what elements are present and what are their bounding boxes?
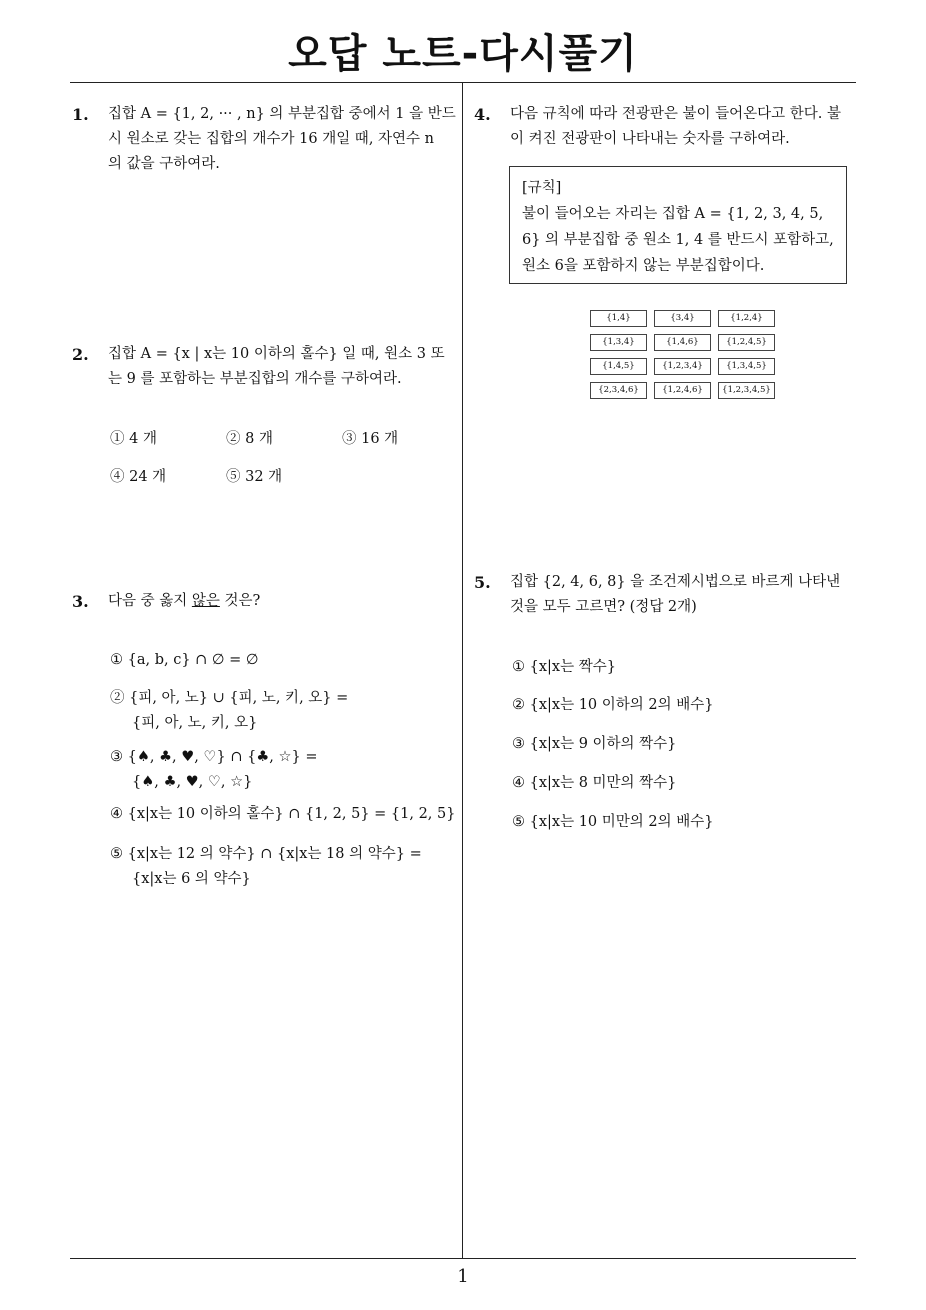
choice-text-continued: {피, 아, 노, 키, 오}: [132, 715, 258, 731]
question-line: 이 켜진 전광판이 나타내는 숫자를 구하여라.: [510, 131, 790, 147]
grid-cell: {1,2,4}: [718, 310, 775, 327]
choice-text-continued: {♠, ♣, ♥, ♡, ☆}: [132, 774, 253, 790]
question-line: 는 9 를 포함하는 부분집합의 개수를 구하여라.: [108, 371, 402, 387]
q3-choice-3[interactable]: [110, 745, 318, 795]
q5-choice-3[interactable]: [512, 732, 676, 757]
choice-text: ① {x|x는 짝수}: [512, 659, 616, 675]
grid-cell: {1,2,4,5}: [718, 334, 775, 351]
choice-text: ④ {x|x는 10 이하의 홀수} ∩ {1, 2, 5} = {1, 2, 5}: [110, 806, 456, 822]
grid-cell: {1,4,5}: [590, 358, 647, 375]
question-line: 시 원소로 갖는 집합의 개수가 16 개일 때, 자연수 n: [108, 131, 435, 147]
option-4[interactable]: ④ 24 개: [110, 469, 167, 485]
choice-text: ⑤ {x|x는 10 미만의 2의 배수}: [512, 814, 714, 830]
column-divider: [462, 83, 463, 1258]
grid-cell: {1,4}: [590, 310, 647, 327]
footer-divider: [70, 1258, 856, 1259]
question-text: [108, 102, 458, 177]
grid-cell: {1,2,3,4,5}: [718, 382, 775, 399]
option-5[interactable]: ⑤ 32 개: [226, 469, 283, 485]
rule-line: 원소 6을 포함하지 않는 부분집합이다.: [522, 258, 765, 274]
underlined-word: 않은: [191, 593, 220, 609]
question-text: [510, 570, 865, 620]
q3-choice-1[interactable]: [110, 648, 259, 673]
choice-text: ① {a, b, c} ∩ ∅ = ∅: [110, 652, 259, 668]
grid-cell: {1,3,4}: [590, 334, 647, 351]
question-number: 5.: [474, 573, 491, 592]
choice-text: ③ {♠, ♣, ♥, ♡} ∩ {♣, ☆} =: [110, 749, 318, 765]
q5-choice-1[interactable]: [512, 655, 616, 680]
grid-cell: {1,2,4,6}: [654, 382, 711, 399]
grid-cell: {1,2,3,4}: [654, 358, 711, 375]
q5-choice-2[interactable]: [512, 693, 713, 718]
question-number: 1.: [72, 105, 89, 124]
page-title: 오답 노트-다시풀기: [288, 31, 638, 77]
choice-text: ③ {x|x는 9 이하의 짝수}: [512, 736, 677, 752]
question-number: 3.: [72, 592, 89, 611]
q5-choice-5[interactable]: [512, 810, 713, 835]
option-1[interactable]: ① 4 개: [110, 431, 157, 447]
choice-text-continued: {x|x는 6 의 약수}: [132, 871, 251, 887]
choice-text: ② {피, 아, 노} ∪ {피, 노, 키, 오} =: [110, 690, 349, 706]
question-text-part: 다음 중 옳지: [108, 593, 192, 609]
question-line: 것을 모두 고르면? (정답 2개): [510, 599, 697, 615]
option-2[interactable]: ② 8 개: [226, 431, 273, 447]
grid-cell: {1,4,6}: [654, 334, 711, 351]
question-number: 4.: [474, 105, 491, 124]
question-text-part: 것은?: [219, 593, 261, 609]
rule-line: 6} 의 부분집합 중 원소 1, 4 를 반드시 포함하고,: [522, 232, 834, 248]
q3-choice-4[interactable]: [110, 802, 455, 827]
page-number: 1: [457, 1266, 469, 1287]
question-number: 2.: [72, 345, 89, 364]
rule-box: [509, 166, 847, 284]
choice-text: ⑤ {x|x는 12 의 약수} ∩ {x|x는 18 의 약수} =: [110, 846, 422, 862]
question-line: 집합 A = {x | x는 10 이하의 홀수} 일 때, 원소 3 또: [108, 346, 445, 362]
header-divider: [70, 82, 856, 83]
choice-text: ② {x|x는 10 이하의 2의 배수}: [512, 697, 714, 713]
question-line: 집합 {2, 4, 6, 8} 을 조건제시법으로 바르게 나타낸: [510, 574, 841, 590]
question-line: 집합 A = {1, 2, ··· , n} 의 부분집합 중에서 1 을 반드: [108, 106, 456, 122]
choice-text: ④ {x|x는 8 미만의 짝수}: [512, 775, 677, 791]
question-text: [108, 589, 458, 614]
option-3[interactable]: ③ 16 개: [342, 431, 399, 447]
question-line: 다음 규칙에 따라 전광판은 불이 들어온다고 한다. 불: [510, 106, 842, 122]
grid-cell: {3,4}: [654, 310, 711, 327]
q3-choice-2[interactable]: [110, 686, 348, 736]
q5-choice-4[interactable]: [512, 771, 676, 796]
q3-choice-5[interactable]: [110, 842, 422, 892]
question-text: [108, 342, 458, 392]
question-line: 의 값을 구하여라.: [108, 156, 220, 172]
grid-cell: {1,3,4,5}: [718, 358, 775, 375]
question-text: [510, 102, 865, 152]
rule-line: 불이 들어오는 자리는 집합 A = {1, 2, 3, 4, 5,: [522, 206, 824, 222]
rule-title: [규칙]: [522, 180, 562, 196]
grid-cell: {2,3,4,6}: [590, 382, 647, 399]
